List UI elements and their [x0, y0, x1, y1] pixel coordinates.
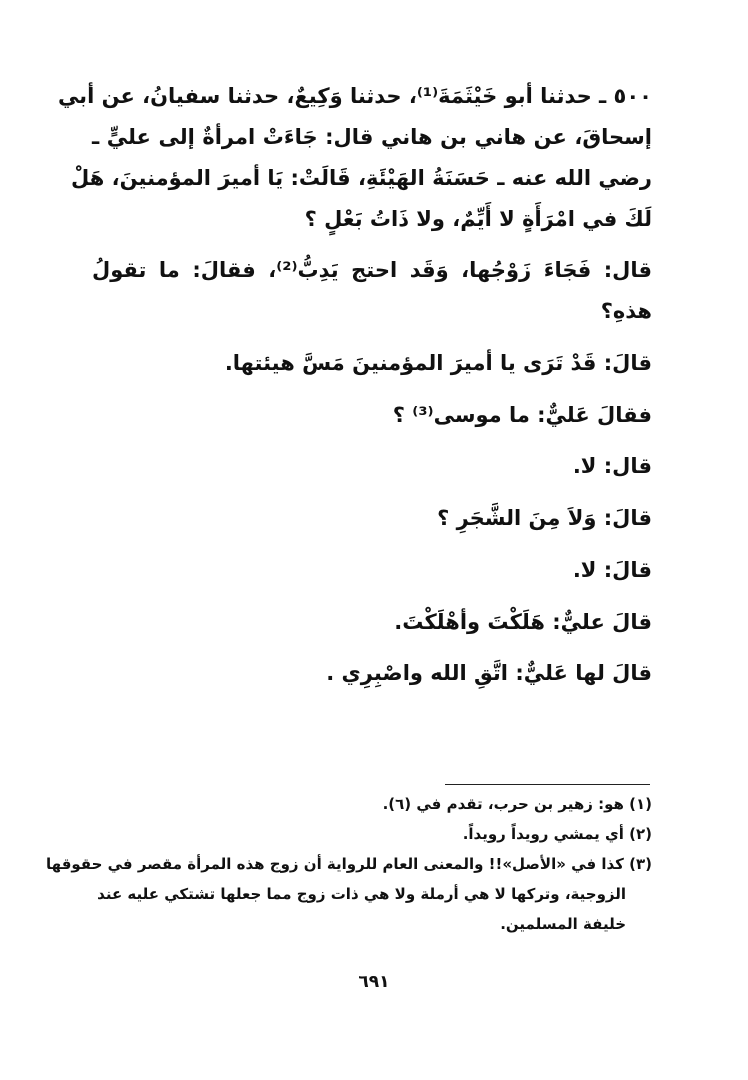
footnote-3-line-2: الزوجية، وتركها لا هي أرملة ولا هي ذات زوج مما جعلها تشتكي عليه عند: [97, 885, 626, 903]
hadith-line-6: هذهِ؟: [600, 299, 652, 323]
hadith-line-2: إسحاقَ، عن هاني بن هاني قال: جَاءَتْ امرأةٌ إلى عليٍّ ـ: [92, 125, 652, 149]
page-number: ٦٩١: [358, 972, 390, 992]
hadith-line-9: قال: لا.: [572, 454, 652, 478]
hadith-line-13: قالَ لها عَليٌّ: اتَّقِ الله واصْبِرِي .: [326, 661, 652, 685]
hadith-line-7: قالَ: قَدْ تَرَى يا أميرَ المؤمنينَ مَسَّ هيئتها.: [224, 351, 652, 375]
hadith-line-11: قالَ: لا.: [572, 558, 652, 582]
hadith-line-12: قالَ عليٌّ: هَلَكْتَ وأهْلَكْتَ.: [394, 610, 652, 634]
footnote-3-line-3: خليفة المسلمين.: [500, 915, 626, 933]
footnote-2: (٢) أي يمشي رويداً رويداً.: [462, 825, 652, 843]
hadith-line-4: لَكَ في امْرَأَةٍ لا أَيِّمٌ، ولا ذَاتُ بَعْلٍ ؟: [304, 207, 652, 231]
footnote-divider: [445, 784, 650, 785]
hadith-line-3: رضي الله عنه ـ حَسَنَةُ الهَيْئَةِ، قَالَتْ: يَا أميرَ المؤمنينَ، هَلْ: [71, 166, 652, 190]
hadith-line-1: ٥٠٠ ـ حدثنا أبو خَيْثَمَةَ⁽¹⁾، حدثنا وَكِيعٌ، حدثنا سفيانُ، عن أبي: [57, 84, 652, 108]
footnote-1: (١) هو: زهير بن حرب، تقدم في (٦).: [382, 795, 652, 813]
hadith-line-8: فقالَ عَليٌّ: ما موسى⁽³⁾ ؟: [392, 403, 652, 427]
footnote-3-line-1: (٣) كذا في «الأصل»!! والمعنى العام للرواية أن زوج هذه المرأة مقصر في حقوقها: [46, 855, 652, 873]
hadith-line-10: قالَ: وَلاَ مِنَ الشَّجَرِ ؟: [437, 506, 652, 530]
hadith-line-5: قال: فَجَاءَ زَوْجُها، وَقَد احتج يَدِبُّ⁽²⁾، فقالَ: ما تقولُ: [92, 258, 652, 282]
